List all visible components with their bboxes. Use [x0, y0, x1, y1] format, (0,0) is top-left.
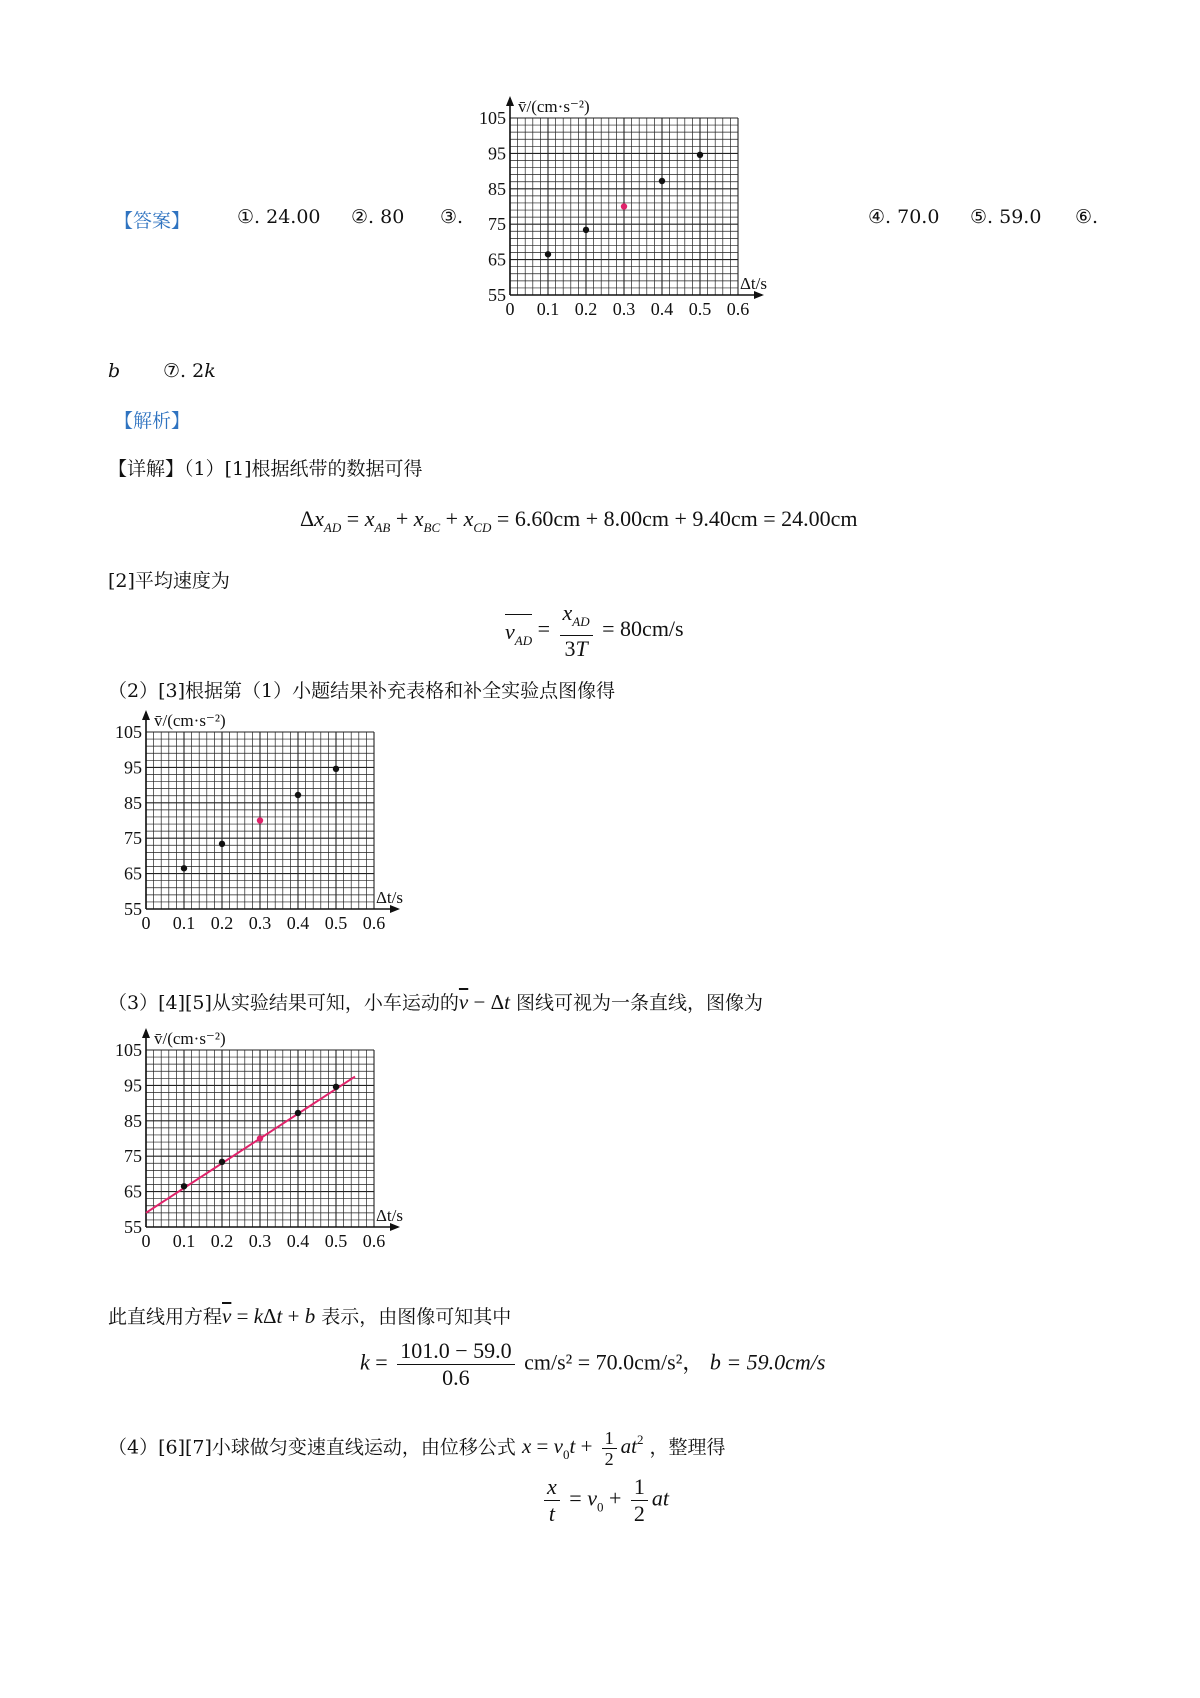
x-tick-label: 0: [141, 1231, 151, 1251]
y-axis-label: v̄/(cm·s⁻²): [154, 1029, 226, 1048]
y-tick-label: 105: [479, 108, 506, 128]
y-axis-label: v̄/(cm·s⁻²): [518, 97, 590, 116]
y-tick-label: 85: [124, 1110, 142, 1131]
y-tick-label: 65: [124, 1181, 142, 1202]
analysis-label: 【解析】: [114, 410, 191, 432]
data-point: [219, 1159, 225, 1165]
y-tick-label: 95: [124, 1075, 142, 1096]
data-point: [697, 152, 703, 158]
x-tick-label: 0.5: [324, 1231, 348, 1251]
y-tick-label: 65: [124, 863, 142, 884]
data-point: [181, 865, 187, 871]
y-tick-label: 55: [124, 899, 142, 919]
data-point: [583, 227, 589, 233]
x-tick-label: 0.1: [172, 1231, 196, 1251]
x-axis-label: Δt/s: [376, 888, 403, 907]
detail-line-3: （2）[3]根据第（1）小题结果补充表格和补全实验点图像得: [108, 680, 616, 702]
data-point: [295, 792, 301, 798]
detail-line-5: 此直线用方程$\overline{v} = k\Delta t + b$ 表示，由图像可知其中: [108, 1304, 512, 1328]
answer-label: 【答案】: [114, 210, 191, 232]
answer-item-4: ④. 70.0: [868, 206, 940, 228]
scatter-chart: [104, 706, 449, 966]
x-tick-label: 0.6: [362, 913, 386, 933]
answer-b: b: [108, 360, 121, 382]
data-point: [257, 1135, 263, 1141]
x-tick-label: 0.3: [248, 1231, 272, 1251]
y-tick-label: 75: [124, 828, 142, 849]
answer-item-1: ①. 24.00: [237, 206, 321, 228]
x-tick-label: 0: [141, 913, 151, 933]
answer-item-3: ③.: [440, 206, 464, 228]
equation-average-velocity: $v_{AD}$ = $\frac{x_{AD}}{3T}$ = 80cm/s: [505, 600, 684, 661]
data-point: [295, 1110, 301, 1116]
detail-line-1: 【详解】（1）[1]根据纸带的数据可得: [108, 458, 423, 480]
x-tick-label: 0.4: [286, 1231, 310, 1251]
x-tick-label: 0.6: [362, 1231, 386, 1251]
x-tick-label: 0.2: [210, 1231, 234, 1251]
y-tick-label: 105: [115, 1040, 142, 1060]
data-point: [257, 817, 263, 823]
y-axis-label: v̄/(cm·s⁻²): [154, 711, 226, 730]
data-point: [545, 251, 551, 257]
x-tick-label: 0.2: [210, 913, 234, 933]
fit-line-chart: [104, 1024, 449, 1284]
data-point: [333, 1084, 339, 1090]
answer-item-2: ②. 80: [351, 206, 405, 228]
y-tick-label: 85: [124, 792, 142, 813]
data-point: [659, 178, 665, 184]
x-tick-label: 0.4: [286, 913, 310, 933]
y-tick-label: 75: [488, 214, 506, 235]
y-axis-arrow: [142, 1028, 150, 1038]
detail-line-4: （3）[4][5]从实验结果可知，小车运动的$\overline{v} - \Delta t$ 图线可视为一条直线，图像为: [108, 990, 764, 1014]
detail-line-2: [2]平均速度为: [108, 570, 230, 592]
data-point: [181, 1183, 187, 1189]
x-axis-label: Δt/s: [740, 274, 767, 293]
y-tick-label: 85: [488, 178, 506, 199]
x-tick-label: 0.1: [172, 913, 196, 933]
x-tick-label: 0.2: [574, 299, 598, 319]
y-tick-label: 95: [488, 143, 506, 164]
x-tick-label: 0.6: [726, 299, 750, 319]
x-tick-label: 0.4: [650, 299, 674, 319]
data-point: [219, 841, 225, 847]
y-tick-label: 65: [488, 249, 506, 270]
answer-item-7: ⑦. 2k: [163, 360, 216, 382]
x-tick-label: 0.3: [248, 913, 272, 933]
x-tick-label: 0.5: [324, 913, 348, 933]
equation-rearranged: $\frac{x}{t}$ = $v_0$ + $\frac{1}{2}$ at: [540, 1474, 669, 1527]
answer-chart: [468, 92, 813, 352]
y-tick-label: 55: [124, 1217, 142, 1237]
answer-item-5: ⑤. 59.0: [970, 206, 1042, 228]
equation-slope: k = $\frac{101.0 - 59.0}{0.6}$ cm/s² = 70.0cm/s²， b = 59.0cm/s: [360, 1338, 826, 1390]
data-point: [333, 766, 339, 772]
detail-line-6: （4）[6][7]小球做匀变速直线运动，由位移公式 $x = v_0t$ + $\frac{1}{2}$ $at^2$ ，整理得: [108, 1428, 726, 1469]
fit-line: [146, 1077, 355, 1213]
y-axis-arrow: [506, 96, 514, 106]
x-tick-label: 0: [505, 299, 515, 319]
y-tick-label: 105: [115, 722, 142, 742]
x-tick-label: 0.1: [536, 299, 560, 319]
y-tick-label: 75: [124, 1146, 142, 1167]
x-tick-label: 0.3: [612, 299, 636, 319]
y-axis-arrow: [142, 710, 150, 720]
data-point: [621, 203, 627, 209]
y-tick-label: 95: [124, 757, 142, 778]
equation-displacement: $\Delta x_{AD} = x_{AB} + x_{BC} + x_{CD} = 6.60cm + 8.00cm + 9.40cm = 24.00cm$: [300, 506, 858, 535]
x-tick-label: 0.5: [688, 299, 712, 319]
answer-item-6: ⑥.: [1075, 206, 1099, 228]
x-axis-label: Δt/s: [376, 1206, 403, 1225]
y-tick-label: 55: [488, 285, 506, 305]
